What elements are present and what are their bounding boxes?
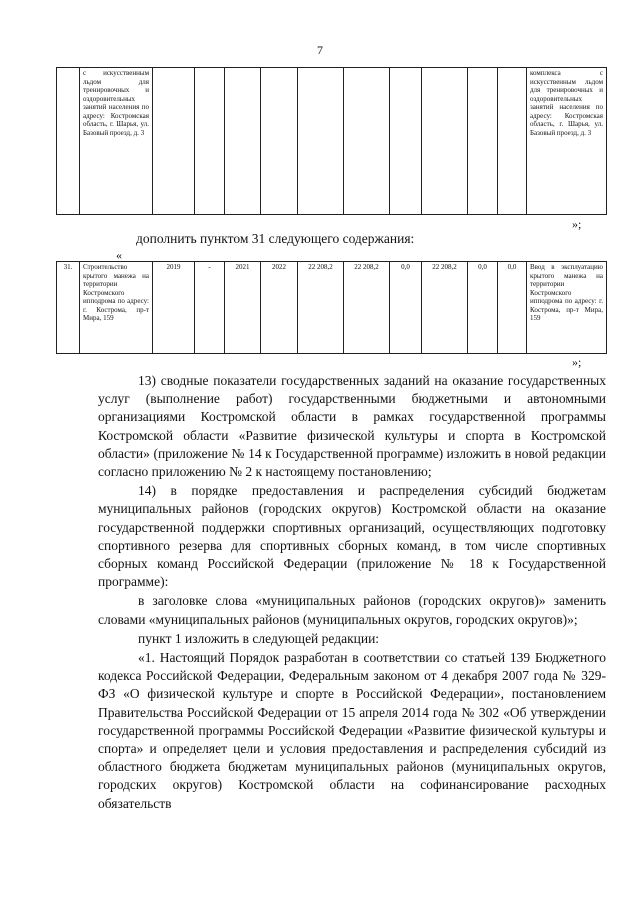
- program-table-item-31: [56, 261, 607, 354]
- table2-description-cell: Строительство крытого манежа на территории Костромского ипподрома по адресу: г. Кострома, пр-т Мира, 159: [80, 262, 153, 354]
- row-number: 31.: [57, 262, 80, 354]
- total-value: 22 208,2: [298, 262, 344, 354]
- body-text: [98, 372, 606, 813]
- paragraph-item1: пункт 1 изложить в следующей редакции:: [138, 630, 380, 646]
- table2-closing-quote: »;: [572, 355, 582, 369]
- intro-text: дополнить пунктом 31 следующего содержания:: [136, 231, 415, 246]
- value-c: 22 208,2: [422, 262, 468, 354]
- paragraph-quoted-item: «1. Настоящий Порядок разработан в соответствии со статьей 139 Бюджетного кодекса Российской Федерации, Федеральным законом от 4 декабря 2007 года № 329-ФЗ «О физической культуре и спорте в Российской Федерации», постановлением Правительства Российской Федерации от 15 апреля 2014 года № 302 «Об утверждении государственной программы Российской Федерации «Развитие физической культуры и спорта» и определяет цели и условия предоставления и распределения субсидий из областного бюджета бюджетам муниципальных районов (муниципальных округов, городских округов) Костромской области на софинансирование расходных обязательств: [98, 650, 606, 811]
- page-number: 7: [317, 43, 323, 57]
- table1-description-cell: с искусственным льдом для тренировочных и оздоровительных занятий населения по адресу: Костромская область, г. Шарья, ул. Базовый проезд, д. 3: [80, 68, 153, 215]
- start-year: 2019: [153, 262, 195, 354]
- table2-result-cell: Ввод в эксплуатацию крытого манежа на территории Костромского ипподрома по адресу: г. Кострома, пр-т Мира, 159: [527, 262, 607, 354]
- value-a: 22 208,2: [344, 262, 390, 354]
- value-e: 0,0: [498, 262, 527, 354]
- paragraph-title-change: в заголовке слова «муниципальных районов (городских округов)» заменить словами «муниципальных районов (муниципальных округов, городских округов)»;: [98, 593, 606, 627]
- value-b: 0,0: [390, 262, 422, 354]
- year-end-2: 2022: [261, 262, 298, 354]
- paragraph-14: 14) в порядке предоставления и распределения субсидий бюджетам муниципальных районов (городских округов) Костромской области на оказание государственной поддержки спортивных организаций, осуществляющих подготовку спортивного резерва для спортивных сборных команд, в том числе спортивных сборных команд Российской Федерации (приложение № 18 к Государственной программе):: [98, 483, 606, 590]
- dash-cell: -: [195, 262, 225, 354]
- table1-result-cell: комплекса с искусственным льдом для тренировочных и оздоровительных занятий населения по адресу: Костромская область, г. Шарья, ул. Базовый проезд, д. 3: [527, 68, 607, 215]
- program-table-continuation: [56, 67, 607, 215]
- value-d: 0,0: [468, 262, 498, 354]
- year-end-1: 2021: [225, 262, 261, 354]
- paragraph-13: 13) сводные показатели государственных заданий на оказание государственных услуг (выполнение работ) государственными бюджетными и автономными организациями Костромской области в рамках государственной программы Костромской области «Развитие физической культуры и спорта в Костромской области» (приложение № 14 к Государственной программе) изложить в новой редакции согласно приложению № 2 к настоящему постановлению;: [98, 373, 606, 480]
- table1-closing-quote: »;: [572, 217, 582, 231]
- open-quote: «: [116, 248, 122, 262]
